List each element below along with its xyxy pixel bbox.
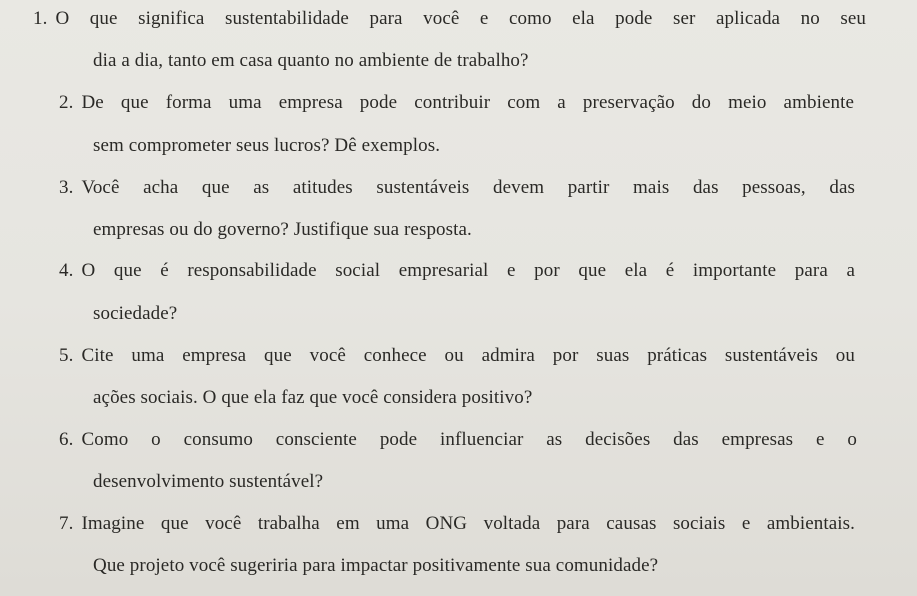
- question-7-line-2: Que projeto você sugeriria para impactar positivamente sua comunidade?: [93, 555, 659, 576]
- question-6-text: Como o consumo consciente pode influenciar as decisões das empresas e o: [81, 429, 857, 450]
- question-2-line-1: [59, 91, 854, 115]
- question-7-number: 7.: [59, 513, 74, 534]
- question-2-number: 2.: [59, 92, 74, 113]
- question-1-text: O que significa sustentabilidade para você e como ela pode ser aplicada no seu: [55, 8, 866, 29]
- question-5-line-1: [59, 344, 855, 368]
- question-1-line-1: [33, 7, 866, 31]
- question-4-line-1: [59, 259, 855, 283]
- question-6-line-2: desenvolvimento sustentável?: [93, 471, 324, 492]
- question-7-text: Imagine que você trabalha em uma ONG voltada para causas sociais e ambientais.: [81, 513, 855, 534]
- question-2-line-2: sem comprometer seus lucros? Dê exemplos.: [93, 135, 441, 156]
- question-2-text: De que forma uma empresa pode contribuir com a preservação do meio ambiente: [81, 92, 854, 113]
- question-3-line-2: empresas ou do governo? Justifique sua resposta.: [93, 219, 472, 240]
- question-4-number: 4.: [59, 260, 74, 281]
- question-5-text: Cite uma empresa que você conhece ou admira por suas práticas sustentáveis ou: [81, 345, 855, 366]
- question-4-text: O que é responsabilidade social empresarial e por que ela é importante para a: [81, 260, 855, 281]
- question-7-line-1: [59, 512, 855, 536]
- question-3-text: Você acha que as atitudes sustentáveis devem partir mais das pessoas, das: [81, 177, 855, 198]
- question-5-number: 5.: [59, 345, 74, 366]
- question-4-line-2: sociedade?: [93, 303, 178, 324]
- question-6-line-1: [59, 428, 857, 452]
- question-1-number: 1.: [33, 8, 48, 29]
- question-6-number: 6.: [59, 429, 74, 450]
- question-3-number: 3.: [59, 177, 74, 198]
- question-1-line-2: dia a dia, tanto em casa quanto no ambiente de trabalho?: [93, 50, 529, 71]
- question-5-line-2: ações sociais. O que ela faz que você considera positivo?: [93, 387, 533, 408]
- question-3-line-1: [59, 176, 855, 200]
